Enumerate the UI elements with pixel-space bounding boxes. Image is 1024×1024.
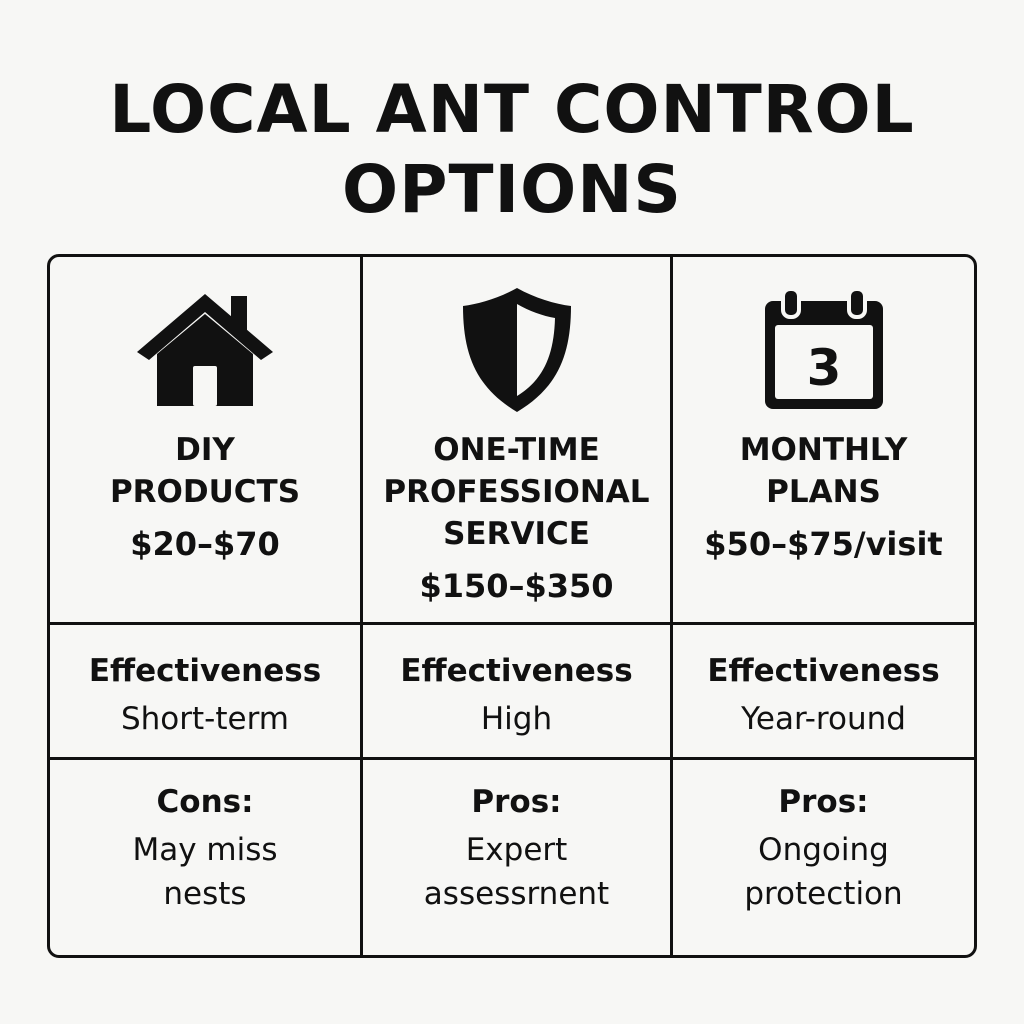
options-table: [47, 254, 977, 958]
calendar-icon: [761, 287, 887, 413]
note-line: Ongoing: [758, 832, 889, 868]
option-price: $50–$75/visit: [704, 525, 943, 563]
title-line-1: LOCAL ANT CONTROL: [109, 71, 915, 148]
effectiveness-value: Short-term: [120, 701, 289, 737]
effectiveness-cell-monthly: [670, 622, 974, 757]
title-line-2: OPTIONS: [342, 151, 682, 228]
option-name-line: MONTHLY: [739, 432, 908, 468]
note-line: nests: [163, 876, 247, 912]
effectiveness-label: Effectiveness: [400, 653, 633, 689]
page-title: [0, 70, 1024, 230]
note-line: protection: [744, 876, 903, 912]
effectiveness-value: High: [480, 701, 553, 737]
shield-icon: [457, 284, 577, 416]
effectiveness-label: Effectiveness: [88, 653, 322, 689]
note-cell-one-time: [360, 757, 670, 955]
option-name-line: SERVICE: [443, 516, 590, 552]
option-name-line: PRODUCTS: [109, 474, 301, 510]
effectiveness-label: Effectiveness: [707, 653, 940, 689]
note-cell-monthly: [670, 757, 974, 955]
option-price: $150–$350: [419, 567, 614, 605]
note-line: assessrnent: [423, 876, 610, 912]
note-label: Cons:: [156, 784, 254, 820]
option-name-line: DIY: [175, 432, 235, 468]
note-line: Expert: [465, 832, 568, 868]
calendar-day-number: 3: [806, 339, 841, 397]
option-name-line: PLANS: [766, 474, 881, 510]
option-header-monthly: [670, 257, 974, 622]
option-name-line: ONE-TIME: [433, 432, 600, 468]
option-header-one-time: [360, 257, 670, 622]
effectiveness-cell-one-time: [360, 622, 670, 757]
note-cell-diy: [50, 757, 360, 955]
house-icon: [135, 288, 275, 412]
option-header-diy: [50, 257, 360, 622]
note-label: Pros:: [778, 784, 869, 820]
note-line: May miss: [132, 832, 278, 868]
note-label: Pros:: [471, 784, 562, 820]
option-name-line: PROFESSIONAL: [383, 474, 650, 510]
effectiveness-value: Year-round: [741, 701, 906, 737]
option-price: $20–$70: [130, 525, 280, 563]
effectiveness-cell-diy: [50, 622, 360, 757]
